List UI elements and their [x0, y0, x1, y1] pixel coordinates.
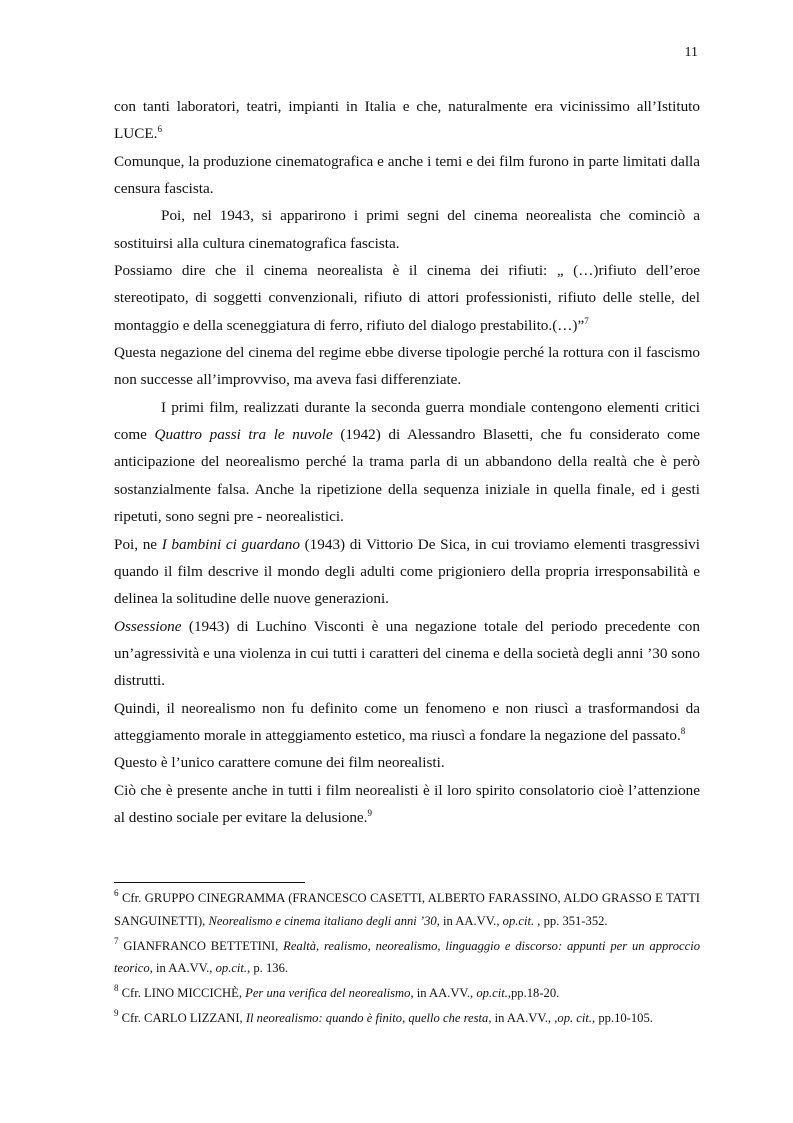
footnote-number: 6: [114, 888, 119, 898]
footnote-opcit: op. cit.: [557, 1010, 593, 1025]
footnote-text: , in AA.VV.,: [410, 986, 477, 1001]
paragraph-11-text: Ciò che è presente anche in tutti i film neorealisti è il loro spirito consolatorio cioè l’attenzione al destino sociale per evitare la delusione.: [114, 781, 700, 826]
paragraph-10: Questo è l’unico carattere comune dei film neorealisti.: [114, 754, 445, 772]
paragraph-2: Comunque, la produzione cinematografica e anche i temi e dei film furono in parte limitati dalla censura fascista.: [114, 152, 700, 198]
page-number: 11: [684, 45, 698, 60]
film-title-bambini: I bambini ci guardano: [161, 535, 300, 553]
paragraph-1-text: con tanti laboratori, teatri, impianti in Italia e che, naturalmente era vicinissimo all’Istituto LUCE.: [114, 98, 700, 143]
film-title-quattro-passi: Quattro passi tra le nuvole: [154, 426, 333, 444]
footnote-ref-6: 6: [157, 124, 162, 135]
footnote-text: Cfr. CARLO LIZZANI,: [118, 1010, 246, 1025]
footnote-title: Per una verifica del neorealismo: [245, 986, 411, 1001]
paragraph-7: [114, 531, 700, 613]
footnote-pages: , pp.10-105.: [592, 1010, 653, 1025]
footnote-pages: , p. 136.: [247, 961, 289, 976]
footnote-pages: , pp. 351-352.: [534, 913, 608, 928]
footnote-number: 9: [114, 1007, 119, 1018]
paragraph-4-text: Possiamo dire che il cinema neorealista è il cinema dei rifiuti: „ (…)rifiuto dell’eroe stereotipato, di soggetti convenzionali, rifiuto di attori professionisti, rifiuto delle stelle, del montaggio e della sceneggiatura di ferro, rifiuto del dialogo prestabilito.(…)”: [114, 262, 700, 334]
paragraph-6-text-a: I primi film, realizzati durante la seconda guerra mondiale contengono elementi critici come: [114, 398, 700, 444]
paragraph-1: [114, 93, 700, 148]
paragraph-6-text-b: (1942) di Alessandro Blasetti, che fu considerato come anticipazione del neorealismo perché la trama parla di un abbandono della realtà che è però sostanzialmente falsa. Anche la ripetizione della sequenza iniziale in quella finale, ed i gesti ripetuti, sono segni pre - neorealistici.: [114, 426, 701, 526]
footnote-opcit: op.cit.: [215, 961, 248, 976]
footnote-ref-7: 7: [584, 315, 589, 326]
footnote-title: Il neorealismo: quando è finito, quello che resta: [245, 1010, 489, 1025]
paragraph-9: [114, 695, 700, 750]
paragraph-4: [114, 257, 700, 339]
footnote-text: , in AA.VV.,: [149, 961, 216, 976]
footnotes: [114, 887, 700, 1030]
footnote-text: , in AA.VV.,: [436, 913, 503, 928]
film-title-ossessione: Ossessione: [114, 617, 182, 635]
paragraph-11: [114, 777, 700, 832]
footnote-text: Cfr. GRUPPO CINEGRAMMA (FRANCESCO CASETTI, ALBERTO FARASSINO, ALDO GRASSO E TATTI SANGUINETTI),: [114, 891, 700, 928]
footnote-opcit: op.cit.: [502, 913, 535, 928]
footnote-title: Realtà, realismo, neorealismo, linguaggio e discorso: appunti per un approccio teorico: [114, 938, 701, 976]
paragraph-6: [114, 394, 700, 531]
footnote-number: 8: [114, 983, 119, 994]
paragraph-7-text-a: Poi, ne: [114, 535, 162, 553]
footnote-title: Neorealismo e cinema italiano degli anni ’30: [208, 913, 437, 928]
footnote-text: Cfr. LINO MICCICHÈ,: [118, 986, 246, 1001]
footnote-pages: ,pp.18-20.: [507, 986, 560, 1001]
paragraph-3: Poi, nel 1943, si apparirono i primi segni del cinema neorealista che cominciò a sostituirsi alla cultura cinematografica fascista.: [114, 207, 700, 252]
footnote-8: [114, 982, 700, 1005]
footnote-9: [114, 1007, 700, 1030]
footnote-opcit: op.cit.: [476, 986, 508, 1001]
footnote-separator: [114, 882, 305, 883]
body-text: [114, 93, 700, 831]
paragraph-8: [114, 613, 700, 695]
paragraph-7-text-b: (1943) di Vittorio De Sica, in cui troviamo elementi trasgressivi quando il film descrive il mondo degli adulti come prigioniero della propria irresponsabilità e delinea la solitudine delle nuove generazioni.: [114, 535, 700, 608]
footnote-text: , in AA.VV., ,: [488, 1010, 558, 1025]
footnote-text: GIANFRANCO BETTETINI,: [118, 938, 284, 953]
footnote-number: 7: [114, 935, 119, 946]
footnote-ref-9: 9: [367, 807, 372, 818]
paragraph-5: Questa negazione del cinema del regime ebbe diverse tipologie perché la rottura con il fascismo non successe all’improvviso, ma aveva fasi differenziate.: [114, 344, 700, 389]
footnote-6: [114, 887, 700, 933]
paragraph-8-text: (1943) di Luchino Visconti è una negazione totale del periodo precedente con un’agressività e una violenza in cui tutti i caratteri del cinema e della società degli anni ’30 sono distrutti.: [114, 617, 700, 690]
footnote-7: [114, 935, 700, 981]
paragraph-9-text: Quindi, il neorealismo non fu definito come un fenomeno e non riuscì a trasformandosi da atteggiamento morale in atteggiamento estetico, ma riuscì a fondare la negazione del passato.: [114, 699, 700, 744]
footnote-ref-8: 8: [680, 725, 686, 736]
